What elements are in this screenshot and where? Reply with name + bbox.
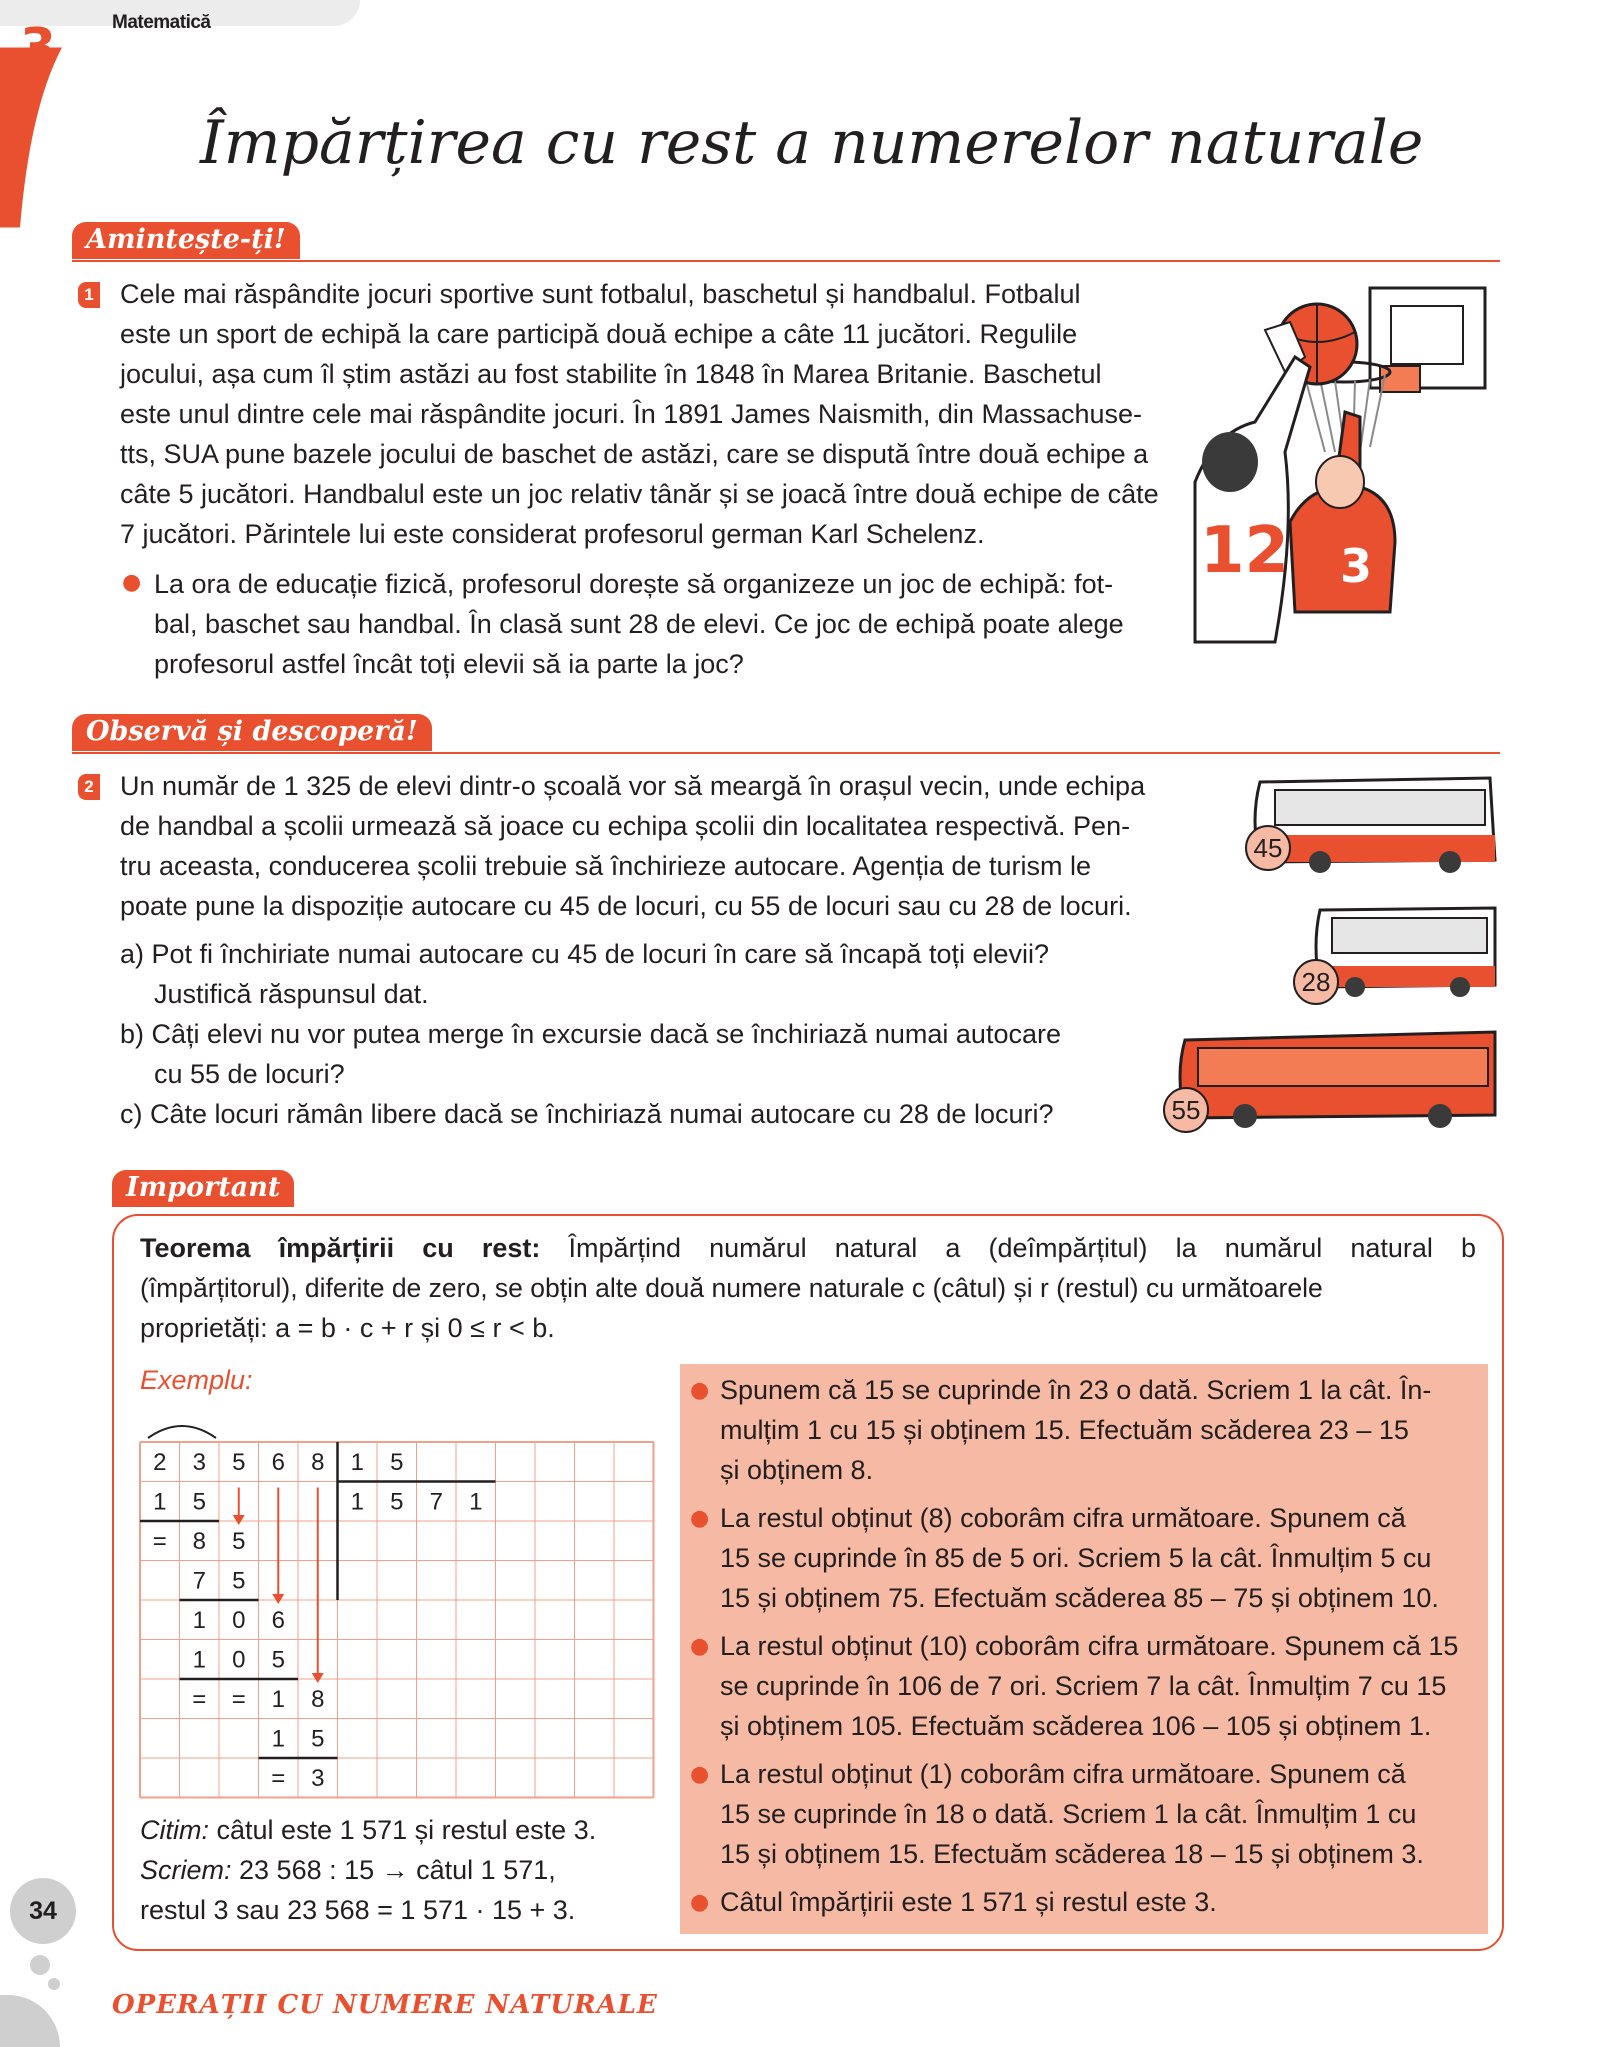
text-line: jocului, așa cum îl știm astăzi au fost stabilite în 1848 în Marea Britanie. Baschetul bbox=[120, 359, 1102, 389]
long-division-grid bbox=[140, 1426, 654, 1792]
chapter-number: 3 bbox=[20, 18, 57, 78]
footer-chapter-title: OPERAȚII CU NUMERE NATURALE bbox=[112, 1990, 658, 2020]
grid-digit: 5 bbox=[271, 1646, 285, 1674]
theorem-text: Împărțind numărul natural a (deîmpărțitul) la numărul natural b bbox=[568, 1233, 1477, 1263]
digit-group-arc bbox=[148, 1426, 216, 1438]
step-item bbox=[690, 1370, 1460, 1490]
bus-45-icon bbox=[1255, 778, 1495, 873]
bus-55-icon bbox=[1180, 1032, 1495, 1128]
grid-digit: 1 bbox=[350, 1449, 364, 1476]
bullet-icon: ● bbox=[122, 570, 142, 595]
step-line: și obținem 8. bbox=[720, 1455, 874, 1485]
step-line: se cuprinde în 106 de 7 ori. Scriem 7 la cât. Înmulțim 7 cu 15 bbox=[720, 1671, 1447, 1701]
grid-digit: 5 bbox=[232, 1528, 246, 1555]
step-line: 15 și obținem 15. Efectuăm scăderea 18 – 15 și obținem 3. bbox=[720, 1839, 1424, 1869]
grid-digit: 8 bbox=[311, 1449, 325, 1476]
arrow-head bbox=[233, 1515, 245, 1525]
bus-illustrations bbox=[1150, 770, 1500, 1140]
step-item bbox=[690, 1498, 1460, 1618]
arrow-head bbox=[272, 1594, 284, 1604]
theorem-line-2: (împărțitorul), diferite de zero, se obțin alte două numere naturale c (câtul) și r (restul) cu următoarele bbox=[140, 1273, 1323, 1303]
grid-digit: = bbox=[192, 1686, 207, 1713]
step-line: La restul obținut (10) coborâm cifra următoare. Spunem că 15 bbox=[720, 1631, 1459, 1661]
exercise-2-items bbox=[120, 934, 1200, 1134]
grid-digit: 8 bbox=[192, 1528, 206, 1555]
text-line: profesorul astfel încât toți elevii să ia parte la joc? bbox=[154, 649, 744, 679]
section-tag-important: Important bbox=[112, 1170, 294, 1207]
step-item bbox=[690, 1882, 1460, 1922]
grid-digit: 8 bbox=[311, 1686, 325, 1713]
bus-label-45: 45 bbox=[1253, 833, 1283, 863]
grid-digit: 1 bbox=[350, 1488, 364, 1516]
step-line: Spunem că 15 se cuprinde în 23 o dată. Scriem 1 la cât. În- bbox=[720, 1375, 1432, 1405]
bullet-icon: ● bbox=[690, 1506, 710, 1531]
steps-list bbox=[690, 1370, 1460, 1922]
reading-text: câtul este 1 571 și restul este 3. bbox=[209, 1815, 597, 1845]
grid-digit: 1 bbox=[153, 1488, 167, 1516]
decorative-dot bbox=[48, 1978, 60, 1990]
jersey-number-3: 3 bbox=[1340, 539, 1373, 593]
grid-digit: 7 bbox=[429, 1488, 443, 1516]
grid-digit: = bbox=[231, 1686, 246, 1713]
grid-digit: 5 bbox=[192, 1488, 206, 1516]
item-b-cont: cu 55 de locuri? bbox=[154, 1059, 345, 1089]
text-line: tts, SUA pune bazele jocului de baschet de astăzi, care se dispută între două echipe a bbox=[120, 439, 1149, 469]
jersey-number-12: 12 bbox=[1200, 514, 1290, 588]
grid-digit: 5 bbox=[232, 1449, 246, 1476]
text-line: 7 jucători. Părintele lui este considerat profesorul german Karl Schelenz. bbox=[120, 519, 985, 549]
text-line: tru aceasta, conducerea școlii trebuie să închirieze autocare. Agenția de turism le bbox=[120, 851, 1092, 881]
step-item bbox=[690, 1626, 1460, 1746]
theorem-title: Teorema împărțirii cu rest: bbox=[140, 1233, 541, 1263]
example-label: Exemplu: bbox=[140, 1365, 253, 1395]
grid-digit: 1 bbox=[271, 1686, 285, 1713]
step-line: 15 se cuprinde în 85 de 5 ori. Scriem 5 la cât. Înmulțim 5 cu bbox=[720, 1543, 1432, 1573]
section-tag-observe: Observă și descoperă! bbox=[72, 714, 432, 751]
step-line: 15 și obținem 75. Efectuăm scăderea 85 – 75 și obținem 10. bbox=[720, 1583, 1439, 1613]
text-line: este un sport de echipă la care participă două echipe a câte 11 jucători. Regulile bbox=[120, 319, 1078, 349]
grid-digit: = bbox=[271, 1765, 286, 1792]
exercise-1-text bbox=[120, 274, 1180, 554]
text-line: de handbal a școlii urmează să joace cu echipa școlii din localitatea respectivă. Pen- bbox=[120, 811, 1131, 841]
reading-label: Citim: bbox=[140, 1815, 209, 1845]
page-number: 34 bbox=[10, 1878, 76, 1944]
section-divider bbox=[72, 752, 1500, 754]
bullet-icon: ● bbox=[690, 1634, 710, 1659]
grid-digit: 0 bbox=[232, 1607, 246, 1634]
grid-digit: 1 bbox=[271, 1725, 285, 1753]
text-line: Un număr de 1 325 de elevi dintr-o școală vor să meargă în orașul vecin, unde echipa bbox=[120, 771, 1146, 801]
grid-digit: 6 bbox=[271, 1607, 285, 1634]
bus-label-55: 55 bbox=[1171, 1095, 1201, 1125]
item-a: a) Pot fi închiriate numai autocare cu 45 de locuri în care să încapă toți elevii? bbox=[120, 939, 1050, 969]
step-line: 15 se cuprinde în 18 o dată. Scriem 1 la cât. Înmulțim 1 cu bbox=[720, 1799, 1417, 1829]
bullet-icon: ● bbox=[690, 1378, 710, 1403]
text-line: Cele mai răspândite jocuri sportive sunt fotbalul, baschetul și handbalul. Fotbalul bbox=[120, 279, 1081, 309]
bus-label-28: 28 bbox=[1301, 967, 1331, 997]
text-line: La ora de educație fizică, profesorul dorește să organizeze un joc de echipă: fot- bbox=[154, 569, 1114, 599]
step-line: mulțim 1 cu 15 și obținem 15. Efectuăm scăderea 23 – 15 bbox=[720, 1415, 1409, 1445]
bullet-icon: ● bbox=[690, 1762, 710, 1787]
grid-digit: 7 bbox=[192, 1567, 206, 1595]
text-line: este unul dintre cele mai răspândite jocuri. În 1891 James Naismith, din Massachuse- bbox=[120, 399, 1143, 429]
grid-digit: 1 bbox=[192, 1646, 206, 1674]
text-line: poate pune la dispoziție autocare cu 45 de locuri, cu 55 de locuri sau cu 28 de locuri. bbox=[120, 891, 1132, 921]
reading-line-1 bbox=[140, 1810, 596, 1850]
reading-line-2 bbox=[140, 1850, 556, 1890]
grid-digit: 0 bbox=[232, 1646, 246, 1674]
step-line: și obținem 105. Efectuăm scăderea 106 – 105 și obținem 1. bbox=[720, 1711, 1432, 1741]
exercise-badge-2: 2 bbox=[78, 774, 100, 800]
step-line: La restul obținut (8) coborâm cifra următoare. Spunem că bbox=[720, 1503, 1406, 1533]
grid-digit: 5 bbox=[311, 1725, 325, 1753]
section-tag-remember: Amintește-ți! bbox=[72, 222, 300, 259]
page-title: Împărțirea cu rest a numerelor naturale bbox=[200, 108, 1424, 178]
text-line: bal, baschet sau handbal. În clasă sunt 28 de elevi. Ce joc de echipă poate alege bbox=[154, 609, 1124, 639]
step-item bbox=[690, 1754, 1460, 1874]
grid-digit: 3 bbox=[192, 1449, 206, 1476]
theorem-line-3: proprietăți: a = b · c + r și 0 ≤ r < b. bbox=[140, 1313, 555, 1343]
step-line: Câtul împărțirii este 1 571 și restul este 3. bbox=[720, 1887, 1217, 1917]
theorem-line-1 bbox=[140, 1228, 1476, 1268]
bus-28-icon bbox=[1316, 908, 1495, 997]
section-divider bbox=[72, 260, 1500, 262]
grid-digit: 1 bbox=[469, 1488, 483, 1516]
exercise-badge-1: 1 bbox=[78, 282, 100, 308]
footer-corner-shape bbox=[0, 1995, 60, 2047]
grid-digit: = bbox=[152, 1528, 167, 1555]
text-line: câte 5 jucători. Handbalul este un joc relativ tânăr și se joacă între două echipe de câte bbox=[120, 479, 1159, 509]
item-b: b) Câți elevi nu vor putea merge în excursie dacă se închiriază numai autocare bbox=[120, 1019, 1061, 1049]
writing-text: 23 568 : 15 → câtul 1 571, bbox=[231, 1855, 556, 1885]
grid-digit: 5 bbox=[390, 1488, 404, 1516]
exercise-1-question bbox=[154, 564, 1180, 684]
exercise-2-text bbox=[120, 766, 1200, 926]
arrow-head bbox=[312, 1673, 324, 1683]
grid-digit: 5 bbox=[232, 1567, 246, 1595]
grid-digit: 6 bbox=[271, 1449, 285, 1476]
bullet-icon: ● bbox=[690, 1890, 710, 1915]
item-a-cont: Justifică răspunsul dat. bbox=[154, 979, 429, 1009]
basketball-players-illustration bbox=[1195, 282, 1495, 642]
step-line: La restul obținut (1) coborâm cifra următoare. Spunem că bbox=[720, 1759, 1406, 1789]
subject-label: Matematică bbox=[112, 12, 211, 33]
decorative-dot bbox=[30, 1955, 50, 1975]
reading-line-3: restul 3 sau 23 568 = 1 571 · 15 + 3. bbox=[140, 1895, 576, 1925]
grid-digit: 3 bbox=[311, 1765, 325, 1792]
item-c: c) Câte locuri rămân libere dacă se închiriază numai autocare cu 28 de locuri? bbox=[120, 1099, 1054, 1129]
grid-digit: 5 bbox=[390, 1449, 404, 1476]
grid-digit: 2 bbox=[153, 1449, 167, 1476]
writing-label: Scriem: bbox=[140, 1855, 232, 1885]
grid-digit: 1 bbox=[192, 1607, 206, 1634]
